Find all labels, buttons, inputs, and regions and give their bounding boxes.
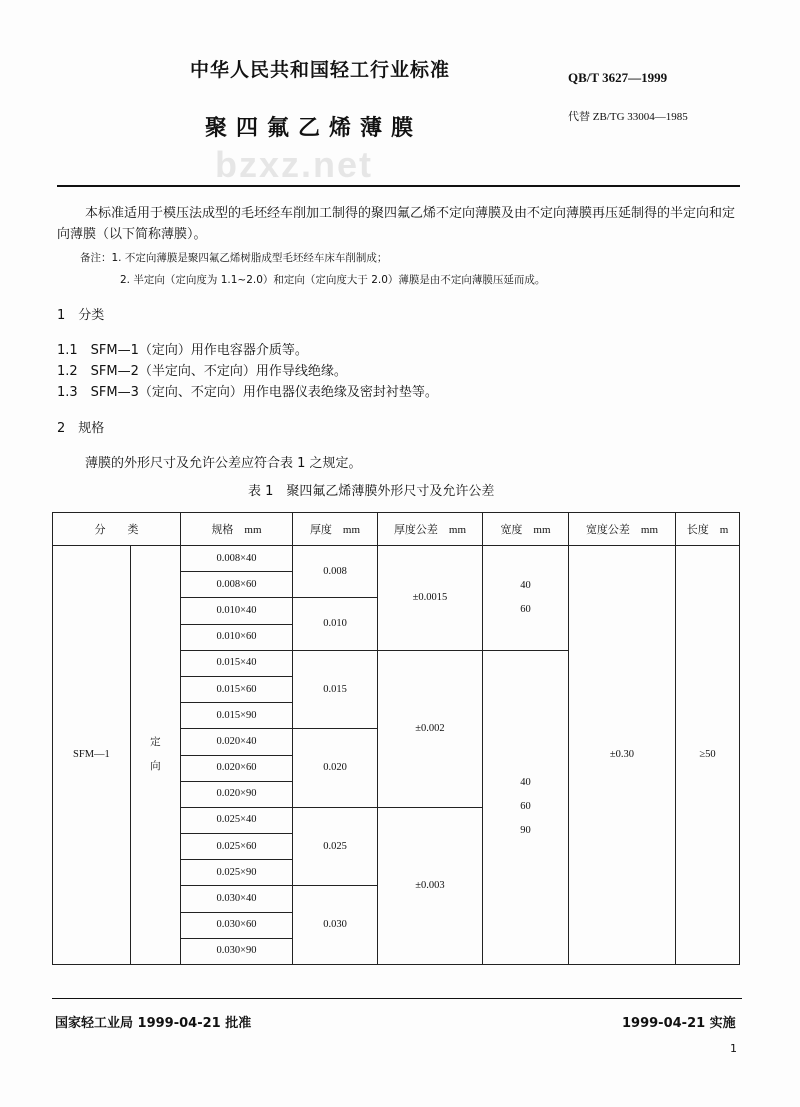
section-1-item: 1.1 SFM—1（定向）用作电容器介质等。 xyxy=(57,343,308,358)
header-length: 长度 m xyxy=(676,513,740,546)
thickness-cell: 0.020 xyxy=(293,729,378,808)
note-2: 2. 半定向（定向度为 1.1~2.0）和定向（定向度大于 2.0）薄膜是由不定向薄膜压延而成。 xyxy=(120,274,546,286)
spec-cell: 0.020×90 xyxy=(181,781,293,807)
spec-cell: 0.015×90 xyxy=(181,703,293,729)
section-1-heading: 1 分类 xyxy=(57,308,105,323)
approval-date: 国家轻工业局 1999-04-21 批准 xyxy=(55,1016,252,1031)
spec-cell: 0.010×60 xyxy=(181,624,293,650)
thickness-tol-cell: ±0.003 xyxy=(378,807,483,964)
header-thickness: 厚度 mm xyxy=(293,513,378,546)
spec-cell: 0.025×90 xyxy=(181,860,293,886)
table-header-row xyxy=(53,513,740,546)
spec-cell: 0.030×90 xyxy=(181,938,293,964)
replaces-code: 代替 ZB/TG 33004—1985 xyxy=(568,111,688,123)
spec-cell: 0.020×40 xyxy=(181,729,293,755)
section-1-item: 1.3 SFM—3（定向、不定向）用作电器仪表绝缘及密封衬垫等。 xyxy=(57,385,438,400)
spec-cell: 0.015×40 xyxy=(181,650,293,676)
spec-cell: 0.008×40 xyxy=(181,546,293,572)
spec-table xyxy=(52,512,740,965)
subclass-cell: 定 向 xyxy=(130,546,180,965)
spec-cell: 0.030×40 xyxy=(181,886,293,912)
thickness-cell: 0.030 xyxy=(293,886,378,965)
header-width-tol: 宽度公差 mm xyxy=(569,513,676,546)
class-cell: SFM—1 xyxy=(53,546,131,965)
thickness-tol-cell: ±0.0015 xyxy=(378,546,483,651)
section-2-heading: 2 规格 xyxy=(57,421,105,436)
header-width: 宽度 mm xyxy=(483,513,569,546)
thickness-cell: 0.010 xyxy=(293,598,378,650)
page-number: 1 xyxy=(730,1042,737,1055)
section-2-paragraph: 薄膜的外形尺寸及允许公差应符合表 1 之规定。 xyxy=(85,456,362,471)
spec-cell: 0.030×60 xyxy=(181,912,293,938)
document-title: 聚四氟乙烯薄膜 xyxy=(205,116,423,141)
spec-cell: 0.025×60 xyxy=(181,834,293,860)
header-rule xyxy=(57,185,740,187)
spec-cell: 0.015×60 xyxy=(181,676,293,702)
thickness-cell: 0.008 xyxy=(293,546,378,598)
header-class: 分 类 xyxy=(53,513,181,546)
thickness-cell: 0.015 xyxy=(293,650,378,729)
width-cell: 40 60 90 xyxy=(483,650,569,964)
length-cell: ≥50 xyxy=(676,546,740,965)
thickness-cell: 0.025 xyxy=(293,807,378,886)
header-thickness-tol: 厚度公差 mm xyxy=(378,513,483,546)
implementation-date: 1999-04-21 实施 xyxy=(622,1016,736,1031)
thickness-tol-cell: ±0.002 xyxy=(378,650,483,807)
table-caption: 表 1 聚四氟乙烯薄膜外形尺寸及允许公差 xyxy=(248,484,495,499)
footer-rule xyxy=(52,998,742,999)
section-1-item: 1.2 SFM—2（半定向、不定向）用作导线绝缘。 xyxy=(57,364,347,379)
spec-cell: 0.008×60 xyxy=(181,572,293,598)
header-spec: 规格 mm xyxy=(181,513,293,546)
spec-cell: 0.025×40 xyxy=(181,807,293,833)
note-label: 备注： xyxy=(80,252,112,264)
width-tol-cell: ±0.30 xyxy=(569,546,676,965)
table-row xyxy=(53,546,740,572)
note-1 xyxy=(80,250,387,265)
width-cell: 40 60 xyxy=(483,546,569,651)
standard-code: QB/T 3627—1999 xyxy=(568,70,668,85)
spec-cell: 0.020×60 xyxy=(181,755,293,781)
note-1-text: 1. 不定向薄膜是聚四氟乙烯树脂成型毛坯经车床车削制成； xyxy=(111,252,388,264)
organization: 中华人民共和国轻工行业标准 xyxy=(190,59,451,81)
watermark: bzxz.net xyxy=(215,144,374,185)
spec-cell: 0.010×40 xyxy=(181,598,293,624)
intro-paragraph: 本标准适用于模压法成型的毛坯经车削加工制得的聚四氟乙烯不定向薄膜及由不定向薄膜再压延制得的半定向和定向薄膜（以下简称薄膜）。 xyxy=(57,206,736,242)
